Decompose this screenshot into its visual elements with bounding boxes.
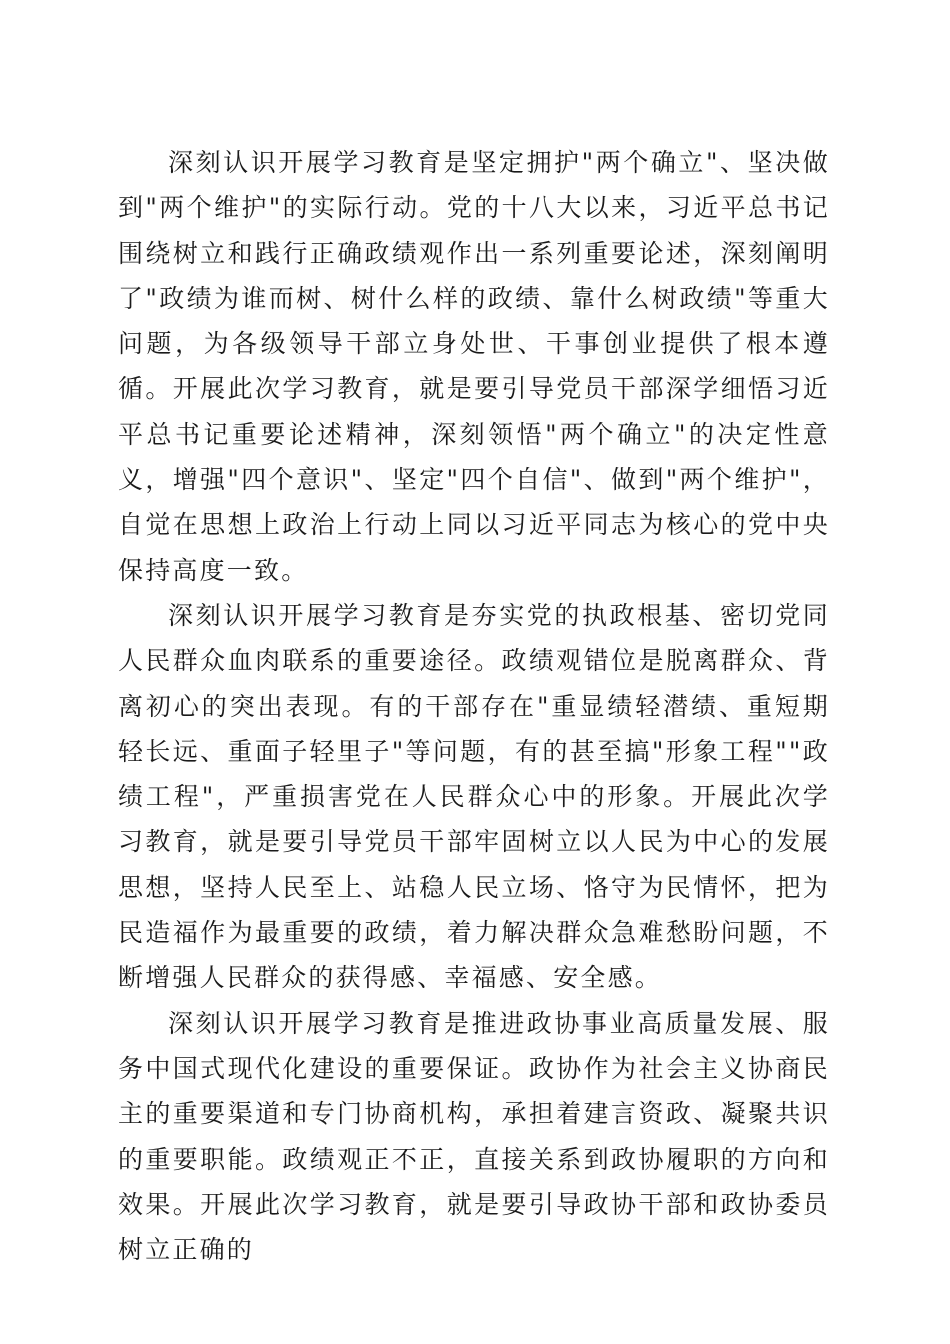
body-text bbox=[118, 140, 830, 1272]
paragraph-1: 深刻认识开展学习教育是坚定拥护"两个确立"、坚决做到"两个维护"的实际行动。党的十八大以来，习近平总书记围绕树立和践行正确政绩观作出一系列重要论述，深刻阐明了"政绩为谁而树、树什么样的政绩、靠什么树政绩"等重大问题，为各级领导干部立身处世、干事创业提供了根本遵循。开展此次学习教育，就是要引导党员干部深学细悟习近平总书记重要论述精神，深刻领悟"两个确立"的决定性意义，增强"四个意识"、坚定"四个自信"、做到"两个维护"，自觉在思想上政治上行动上同以习近平同志为核心的党中央保持高度一致。 bbox=[118, 148, 830, 585]
paragraph-3: 深刻认识开展学习教育是推进政协事业高质量发展、服务中国式现代化建设的重要保证。政协作为社会主义协商民主的重要渠道和专门协商机构，承担着建言资政、凝聚共识的重要职能。政绩观正不正，直接关系到政协履职的方向和效果。开展此次学习教育，就是要引导政协干部和政协委员树立正确的 bbox=[118, 1008, 830, 1265]
paragraph-2: 深刻认识开展学习教育是夯实党的执政根基、密切党同人民群众血肉联系的重要途径。政绩观错位是脱离群众、背离初心的突出表现。有的干部存在"重显绩轻潜绩、重短期轻长远、重面子轻里子"等问题，有的甚至搞"形象工程""政绩工程"，严重损害党在人民群众心中的形象。开展此次学习教育，就是要引导党员干部牢固树立以人民为中心的发展思想，坚持人民至上、站稳人民立场、恪守为民情怀，把为民造福作为最重要的政绩，着力解决群众急难愁盼问题，不断增强人民群众的获得感、幸福感、安全感。 bbox=[118, 600, 830, 993]
